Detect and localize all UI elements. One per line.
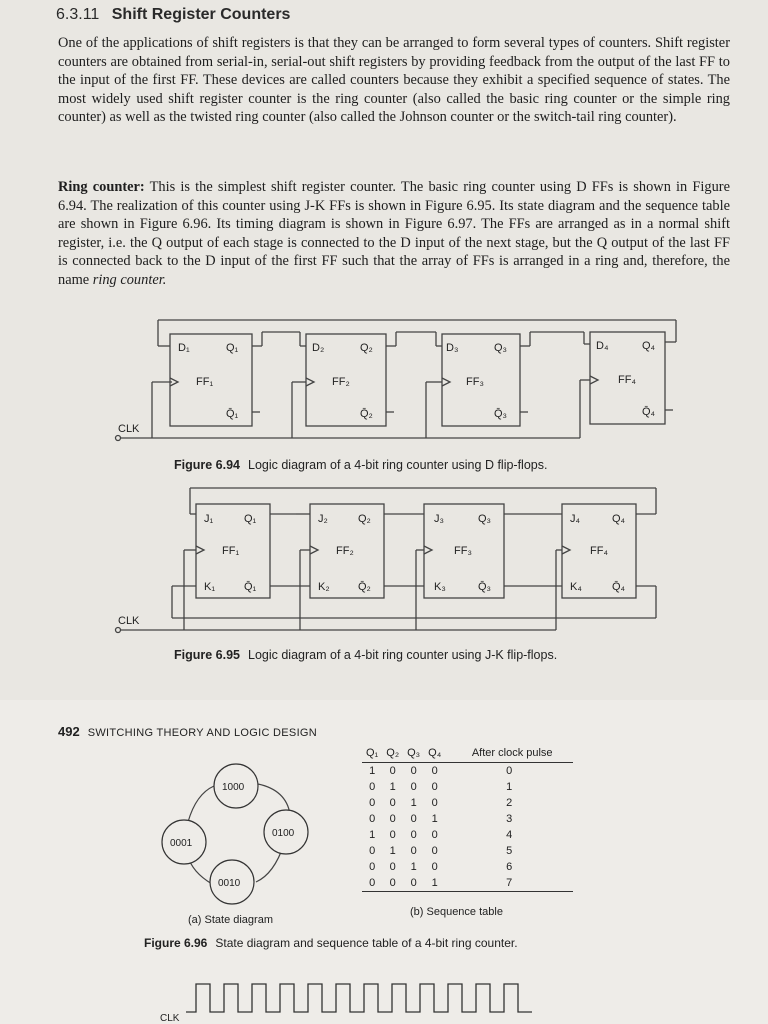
ring-counter-paragraph [58, 178, 730, 289]
fig94-q4bar-label: Q̄₄ [642, 406, 656, 418]
q-value-cell: 0 [389, 829, 396, 841]
figure-6-96-text: State diagram and sequence table of a 4-bit ring counter. [215, 936, 518, 950]
fig94-q1bar-label: Q̄₁ [226, 408, 239, 420]
fig94-q1-label: Q₁ [226, 342, 239, 354]
fig95-q2-label: Q₂ [358, 513, 371, 525]
fig95-ff2-label: FF₂ [336, 545, 354, 557]
figure-6-94-caption [174, 458, 547, 472]
sequence-table-row [362, 811, 573, 827]
col-clock-pulse: After clock pulse [445, 744, 573, 763]
sequence-table-row [362, 875, 573, 892]
sequence-table-row [362, 859, 573, 875]
q-value-cell: 0 [369, 781, 376, 793]
fig94-d1-label: D₁ [178, 342, 190, 354]
fig95-q2bar-label: Q̄₂ [358, 581, 371, 593]
clock-pulse-cell: 2 [506, 797, 513, 809]
fig95-q4bar-label: Q̄₄ [612, 581, 626, 593]
state-diagram [160, 760, 330, 910]
section-title: Shift Register Counters [111, 6, 291, 23]
page-bottom [0, 700, 768, 1024]
running-head [58, 724, 317, 739]
intro-paragraph: One of the applications of shift registers is that they can be arranged to form several types of counters. Shift register counters are obtained from serial-in, serial-out shift registers by providing feedback from the output of the last FF to the input of the first FF. These devices are called counters because they exhibit a specified sequence of states. The most widely used shift register counter is the ring counter (also called the basic ring counter or the simple ring counter) as well as the twisted ring counter (also called the Johnson counter or the switch-tail ring counter). [58, 35, 730, 125]
ring-counter-body: This is the simplest shift register counter. The basic ring counter using D FFs is shown in Figure 6.94. The realization of this counter using J-K FFs is shown in Figure 6.95. Its state diagram and the sequence table are shown in Figure 6.96. Its timing diagram is shown in Figure 6.97. The FFs are arranged as in a normal shift register, i.e. the Q output of each stage is connected to the D input of the next stage, but the Q output of the last FF is connected back to the D input of the first FF such that the array of FFs is arranged in a ring and, therefore, the name [58, 179, 730, 288]
fig95-j3-label: J₃ [434, 513, 444, 525]
fig95-k4-label: K₄ [570, 581, 582, 593]
fig95-q4-label: Q₄ [612, 513, 626, 525]
fig94-ff2-label: FF₂ [332, 376, 350, 388]
fig94-q3-label: Q₃ [494, 342, 508, 354]
q-value-cell: 1 [410, 797, 417, 809]
fig95-q1bar-label: Q̄₁ [244, 581, 257, 593]
ring-counter-italic: ring counter. [92, 271, 167, 288]
figure-6-96-number: Figure 6.96 [144, 936, 208, 950]
sequence-table-row [362, 763, 573, 780]
q-value-cell: 0 [431, 765, 438, 777]
book-title: SWITCHING THEORY AND LOGIC DESIGN [87, 727, 318, 739]
sequence-table-row [362, 779, 573, 795]
q-value-cell: 0 [369, 845, 376, 857]
fig94-d2-label: D₂ [312, 342, 325, 354]
q-value-cell: 1 [410, 861, 417, 873]
q-value-cell: 0 [369, 861, 376, 873]
fig95-k3-label: K₃ [434, 581, 446, 593]
fig94-clk-label: CLK [118, 423, 140, 435]
fig95-q3bar-label: Q̄₃ [478, 581, 492, 593]
col-q2: Q₂ [382, 744, 403, 763]
q-value-cell: 0 [389, 797, 396, 809]
timing-diagram [150, 972, 570, 1024]
ring-counter-lead: Ring counter: [58, 179, 145, 195]
clock-pulse-cell: 0 [506, 765, 513, 777]
q-value-cell: 1 [369, 829, 376, 841]
sequence-table-row [362, 795, 573, 811]
q-value-cell: 0 [369, 797, 376, 809]
page-number: 492 [58, 724, 80, 739]
clock-pulse-cell: 3 [506, 813, 513, 825]
clock-pulse-cell: 7 [445, 875, 573, 892]
clock-pulse-cell: 6 [506, 861, 513, 873]
q-value-cell: 0 [431, 829, 438, 841]
state-0010-label: 0010 [218, 878, 241, 889]
state-diagram-caption: (a) State diagram [188, 914, 273, 926]
fig94-ff1-label: FF₁ [196, 376, 214, 388]
figure-6-94-diagram [0, 316, 768, 458]
fig95-j4-label: J₄ [570, 513, 580, 525]
fig95-ff4-label: FF₄ [590, 545, 608, 557]
q-value-cell: 0 [389, 861, 396, 873]
fig94-q2bar-label: Q̄₂ [360, 408, 373, 420]
fig95-clk-label: CLK [118, 615, 140, 627]
fig94-q2-label: Q₂ [360, 342, 373, 354]
q-value-cell: 0 [362, 875, 382, 892]
q-value-cell: 0 [410, 813, 417, 825]
fig95-j2-label: J₂ [318, 513, 328, 525]
q-value-cell: 0 [389, 765, 396, 777]
q-value-cell: 0 [410, 829, 417, 841]
fig95-k2-label: K₂ [318, 581, 330, 593]
figure-6-95-number: Figure 6.95 [174, 648, 240, 662]
q-value-cell: 0 [389, 813, 396, 825]
q-value-cell: 0 [382, 875, 403, 892]
figure-6-95-diagram [0, 484, 768, 644]
q-value-cell: 0 [431, 845, 438, 857]
sequence-table-caption: (b) Sequence table [410, 906, 503, 918]
col-q3: Q₃ [403, 744, 424, 763]
section-heading [56, 6, 290, 24]
q-value-cell: 1 [369, 765, 376, 777]
sequence-table-row [362, 827, 573, 843]
q-value-cell: 1 [431, 813, 438, 825]
q-value-cell: 0 [431, 781, 438, 793]
q-value-cell: 0 [410, 781, 417, 793]
col-q1: Q₁ [362, 744, 382, 763]
q-value-cell: 1 [389, 845, 396, 857]
figure-6-95-caption [174, 648, 557, 662]
fig94-ff3-label: FF₃ [466, 376, 484, 388]
q-value-cell: 0 [410, 765, 417, 777]
q-value-cell: 1 [424, 875, 445, 892]
fig94-q3bar-label: Q̄₃ [494, 408, 508, 420]
fig95-q1-label: Q₁ [244, 513, 257, 525]
fig95-ff3-label: FF₃ [454, 545, 472, 557]
timing-clk-label: CLK [160, 1013, 180, 1024]
sequence-table-row [362, 843, 573, 859]
clock-pulse-cell: 1 [506, 781, 513, 793]
state-0100-label: 0100 [272, 828, 295, 839]
clock-pulse-cell: 4 [506, 829, 513, 841]
figure-6-95-text: Logic diagram of a 4-bit ring counter using J-K flip-flops. [248, 648, 558, 662]
figure-6-96-caption [144, 936, 518, 950]
fig95-j1-label: J₁ [204, 513, 214, 525]
fig94-d3-label: D₃ [446, 342, 459, 354]
figure-6-94-text: Logic diagram of a 4-bit ring counter using D flip-flops. [248, 458, 548, 472]
fig94-q4-label: Q₄ [642, 340, 656, 352]
state-0001-label: 0001 [170, 838, 193, 849]
fig94-d4-label: D₄ [596, 340, 609, 352]
q-value-cell: 0 [431, 861, 438, 873]
clock-waveform [186, 984, 532, 1012]
sequence-table-header [362, 744, 573, 763]
q-value-cell: 1 [389, 781, 396, 793]
section-number: 6.3.11 [56, 6, 100, 23]
q-value-cell: 0 [410, 845, 417, 857]
state-arrow-0001-1000 [188, 786, 214, 822]
state-1000-label: 1000 [222, 782, 245, 793]
q-value-cell: 0 [369, 813, 376, 825]
q-value-cell: 0 [431, 797, 438, 809]
fig95-k1-label: K₁ [204, 581, 216, 593]
fig95-q3-label: Q₃ [478, 513, 492, 525]
clock-pulse-cell: 5 [506, 845, 513, 857]
sequence-table [362, 744, 573, 892]
q-value-cell: 0 [403, 875, 424, 892]
col-q4: Q₄ [424, 744, 445, 763]
figure-6-94-number: Figure 6.94 [174, 458, 240, 472]
fig94-ff4-label: FF₄ [618, 374, 636, 386]
fig95-ff1-label: FF₁ [222, 545, 240, 557]
